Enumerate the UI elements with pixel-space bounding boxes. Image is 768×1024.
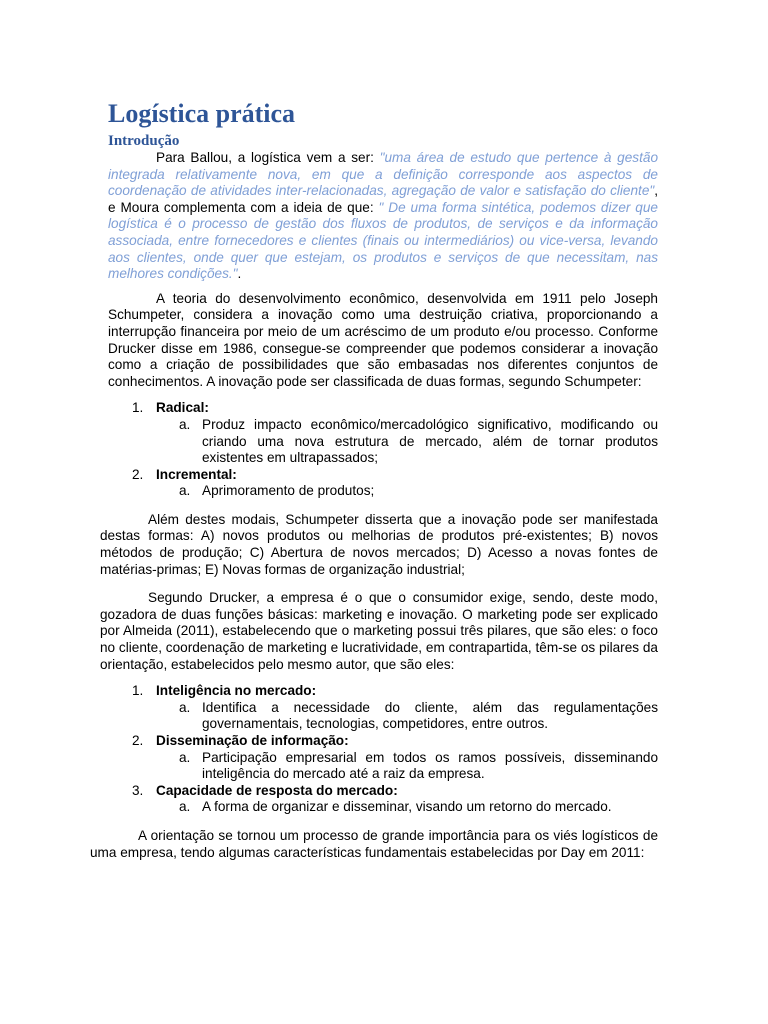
sub-list-letter: a.: [179, 799, 191, 815]
sub-list-letter: a.: [179, 416, 191, 432]
list-item: [108, 783, 658, 800]
forms-paragraph: Além destes modais, Schumpeter disserta que a inovação pode ser manifestada destas formas: A) novos produtos ou melhorias de produtos pré-existentes; B) novos métodos de produção; C) Abertura de novos mercados; D) Acesso a novas fontes de matérias-primas; E) Novas formas de organização industrial;: [100, 511, 658, 577]
list-number: 2.: [132, 733, 144, 748]
innovation-types-list: [108, 400, 658, 500]
list-item-label: Radical:: [156, 400, 209, 416]
list-item: [108, 733, 658, 750]
sub-list-text: Produz impacto econômico/mercadológico significativo, modificando ou criando uma nova estrutura de mercado, além de tornar produtos existentes em ultrapassados;: [202, 416, 658, 466]
sub-list-text: Identifica a necessidade do cliente, além das regulamentações governamentais, tecnologias, competidores, entre outros.: [202, 699, 658, 732]
list-item: [108, 400, 658, 417]
list-number: 1.: [132, 683, 144, 699]
list-number: 1.: [132, 400, 144, 416]
sub-list-letter: a.: [179, 483, 191, 499]
sub-list-letter: a.: [179, 749, 191, 765]
list-item: [108, 683, 658, 700]
intro-connector: , e Moura complementa com a ideia de que:: [108, 183, 658, 215]
list-number: 3.: [132, 782, 144, 798]
section-heading: Introdução: [108, 133, 180, 149]
list-item: [108, 467, 658, 484]
list-number: 2.: [132, 466, 144, 482]
list-item-label: Inteligência no mercado:: [156, 683, 317, 699]
list-item-label: Capacidade de resposta do mercado:: [156, 782, 398, 798]
orientation-paragraph: A orientação se tornou um processo de grande importância para os viés logísticos de uma empresa, tendo algumas características fundamentais estabelecidas por Day em 2011:: [90, 827, 658, 860]
intro-text: Para Ballou, a logística vem a ser:: [156, 150, 380, 165]
page-title: Logística prática: [108, 99, 296, 128]
schumpeter-paragraph: A teoria do desenvolvimento econômico, desenvolvida em 1911 pelo Joseph Schumpeter, considera a inovação como uma destruição criativa, proporcionando a interrupção financeira por meio de um acréscimo de um produto e/ou processo. Conforme Drucker disse em 1986, consegue-se compreender que podemos considerar a inovação como a criação de possibilidades que são embasadas nos diferentes conjuntos de conhecimentos. A inovação pode ser classificada de duas formas, segundo Schumpeter:: [108, 290, 658, 389]
sub-list-item: [108, 799, 658, 816]
sub-list-letter: a.: [179, 699, 191, 715]
sub-list-item: [108, 750, 658, 783]
sub-list-item: [108, 417, 658, 467]
intro-end: .: [237, 266, 242, 282]
intro-paragraph: [108, 150, 658, 283]
sub-list-item: [108, 483, 658, 500]
drucker-paragraph: Segundo Drucker, a empresa é o que o consumidor exige, sendo, deste modo, gozadora de duas funções básicas: marketing e inovação. O marketing pode ser explicado por Almeida (2011), estabelecendo que o marketing possui três pilares, que são eles: o foco no cliente, coordenação de marketing e lucratividade, em contrapartida, têm-se os pilares da orientação, estabelecidos pelo mesmo autor, que são eles:: [100, 590, 658, 672]
orientation-pillars-list: [108, 683, 658, 816]
page-content: [90, 98, 659, 861]
sub-list-text: A forma de organizar e disseminar, visando um retorno do mercado.: [202, 799, 612, 815]
list-item-label: Disseminação de informação:: [156, 733, 349, 748]
sub-list-text: Participação empresarial em todos os ramos possíveis, disseminando inteligência do mercado até a raiz da empresa.: [202, 749, 658, 782]
list-item-label: Incremental:: [156, 466, 237, 482]
sub-list-item: [108, 700, 658, 733]
moura-quote: " De uma forma sintética, podemos dizer que logística é o processo de gestão dos fluxos de produtos, de serviços e da informação associada, entre fornecedores e clientes (finais ou intermediários) ou vice-versa, levando aos clientes, onde quer que estejam, os produtos e serviços de que necessitam, nas melhores condições.": [108, 199, 658, 282]
sub-list-text: Aprimoramento de produtos;: [202, 483, 375, 499]
ballou-quote: "uma área de estudo que pertence à gestão integrada relativamente nova, em que a definição corresponde aos aspectos de coordenação de atividades inter-relacionadas, agregação de valor e satisfação do cliente": [108, 150, 659, 199]
